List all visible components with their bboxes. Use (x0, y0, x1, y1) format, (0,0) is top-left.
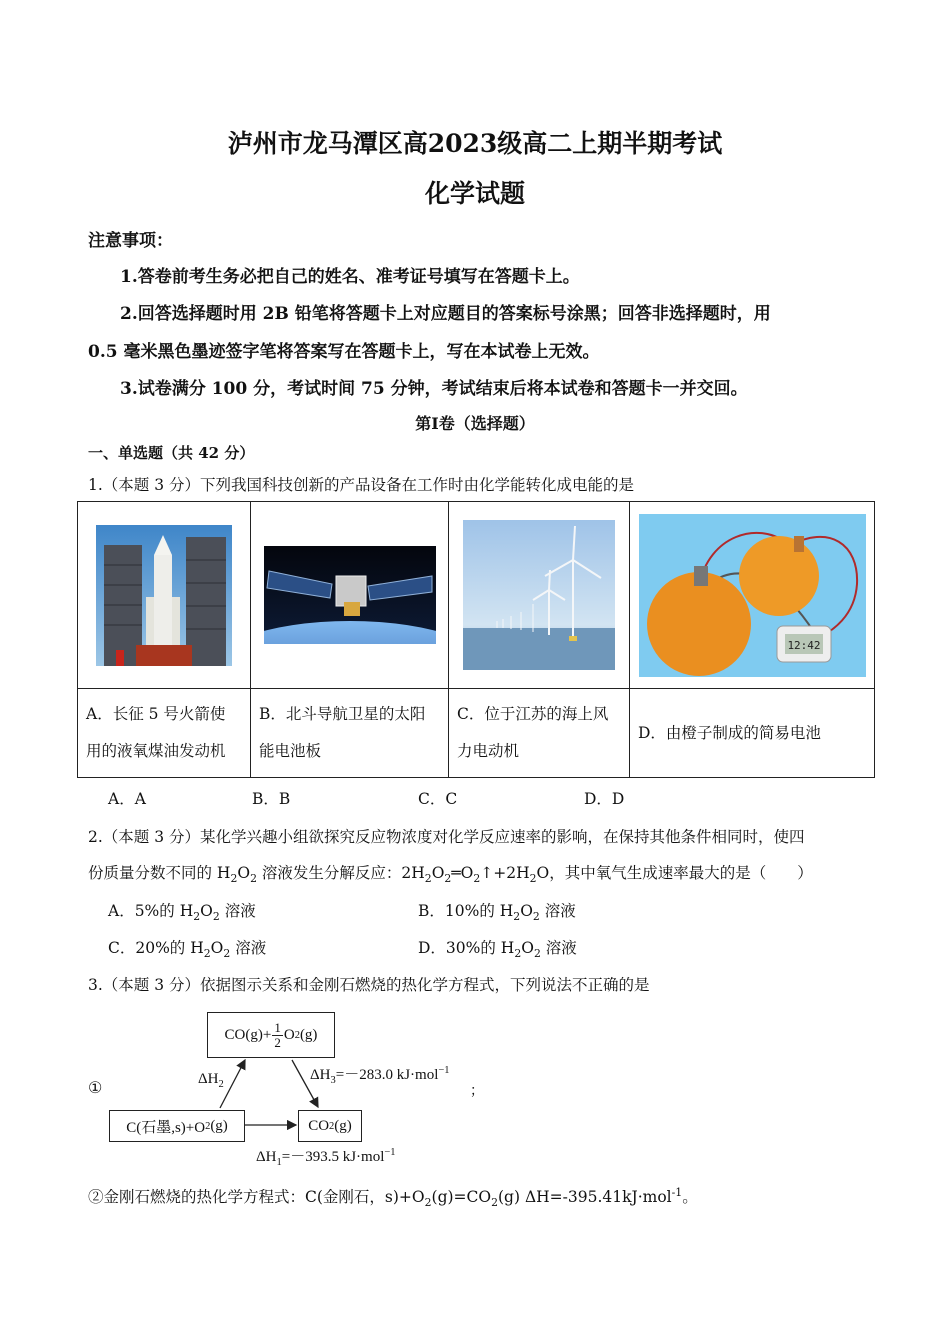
q2-option-a[interactable]: A．5%的 $H_2O_2$ 溶液 (108, 902, 256, 924)
q1-choice-a[interactable]: A．A (108, 790, 146, 808)
notice-item-3: 3.试卷满分 100 分，考试时间 75 分钟，考试结束后将本试卷和答题卡一并交回。 (120, 379, 748, 399)
diagram-box-co2: CO 2 (g) (298, 1110, 362, 1142)
exam-title: 泸州市龙马潭区高2023级高二上期半期考试 (227, 129, 723, 158)
q1-cell-c-line-2: 力电动机 (457, 742, 520, 760)
notice-item-1: 1.答卷前考生务必把自己的姓名、准考证号填写在答题卡上。 (120, 267, 580, 287)
diagram-box-co: CO(g)+ $\frac{1}{2}$ O 2 (g) (207, 1012, 335, 1058)
notice-item-2-line-2: 0.5 毫米黑色墨迹签字笔将答案写在答题卡上，写在本试卷上无效。 (88, 342, 600, 362)
dh2-label: $\Delta H_2$ (198, 1071, 224, 1090)
q1-stem: 1.（本题 3 分）下列我国科技创新的产品设备在工作时由化学能转化成电能的是 (88, 476, 635, 494)
q1-choice-d[interactable]: D．D (584, 790, 625, 808)
q1-cell-b-line-2: 能电池板 (259, 742, 322, 760)
q1-cell-a-line-1: A．长征 5 号火箭使 (86, 705, 226, 723)
part-heading: 一、单选题（共 42 分） (88, 444, 255, 462)
q3-stem: 3.（本题 3 分）依据图示关系和金刚石燃烧的热化学方程式，下列说法不正确的是 (88, 976, 650, 994)
half-fraction: $\frac{1}{2}$ (274, 1019, 281, 1050)
q1-cell-c-line-1: C．位于江苏的海上风 (457, 705, 609, 723)
q1-cell-b-line-1: B．北斗导航卫星的太阳 (259, 705, 426, 723)
q1-cell-a-line-2: 用的液氧煤油发动机 (86, 742, 226, 760)
exam-subtitle: 化学试题 (424, 179, 525, 208)
q2-option-b[interactable]: B．10%的 $H_2O_2$ 溶液 (418, 902, 576, 924)
diagram-semicolon: ； (470, 1083, 484, 1099)
q1-choice-b[interactable]: B．B (252, 790, 291, 808)
q2-option-d[interactable]: D．30%的 $H_2O_2$ 溶液 (418, 939, 577, 961)
q3-mark-1: ① (88, 1078, 103, 1097)
notice-item-2-line-1: 2.回答选择题时用 2B 铅笔将答题卡上对应题目的答案标号涂黑；回答非选择题时，用 (120, 304, 771, 324)
dh3-label: $\Delta H_3=-283.0$ kJ·mol$^{-1}$ (310, 1065, 450, 1086)
q2-stem-line-1: 2.（本题 3 分）某化学兴趣小组欲探究反应物浓度对化学反应速率的影响，在保持其他条件相同时，使四 (88, 828, 805, 846)
q2-stem-line-2: 份质量分数不同的 $H_2O_2$ 溶液发生分解反应：$2H_2O_2═O_2↑+2H_2O$，其中氧气生成速率最大的是（ ） (88, 864, 813, 886)
volume-heading: 第Ⅰ卷（选择题） (415, 414, 535, 433)
clock-display-text: 12:42 (786, 638, 821, 652)
q1-choice-c[interactable]: C．C (418, 790, 458, 808)
notice-heading: 注意事项： (88, 231, 173, 251)
q2-option-c[interactable]: C．20%的 $H_2O_2$ 溶液 (108, 939, 267, 961)
q3-statement-2: ②金刚石燃烧的热化学方程式：C(金刚石，$s)+O_2(g)=CO_2(g)$ ΔH=-395.41kJ·mol$^{-1}$。 (88, 1185, 698, 1210)
dh1-label: $\Delta H_1=-393.5$ kJ·mol$^{-1}$ (256, 1147, 396, 1168)
diagram-box-graphite: C(石墨,s)+O 2 (g) (109, 1110, 245, 1142)
q1-cell-d-line-1: D．由橙子制成的简易电池 (638, 723, 821, 742)
